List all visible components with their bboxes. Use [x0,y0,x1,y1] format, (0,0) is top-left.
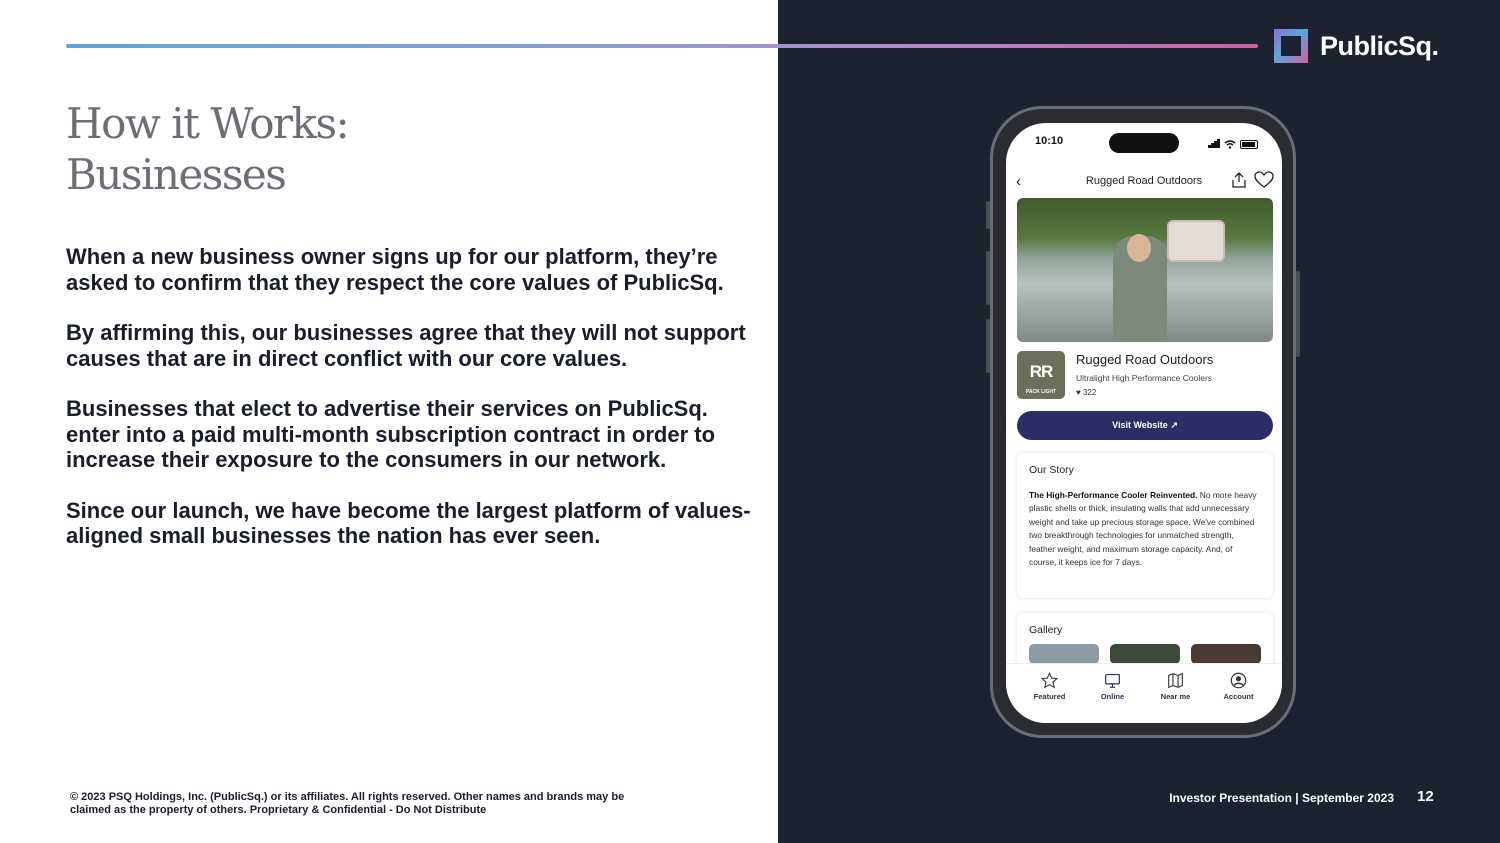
our-story-body: No more heavy plastic shells or thick, insulating walls that add unnecessary weight and take up precious storage space. We've combined two breakthrough technologies for unmatched strength, feather weight, and maximum storage capacity. And, of course, it keeps ice for 7 days. [1029,490,1257,568]
likes-count: 322 [1082,388,1097,397]
tab-label: Online [1100,692,1125,701]
our-story-text [1029,489,1261,569]
slide-title [66,98,348,200]
gallery-title: Gallery [1029,624,1063,636]
our-story-card [1017,453,1273,598]
title-line-2: Businesses [66,150,286,199]
visit-website-label: Visit Website [1112,420,1168,430]
footer-presentation-label: Investor Presentation | September 2023 [1169,791,1394,805]
battery-icon [1240,140,1258,149]
business-logo-text: RR [1029,362,1053,381]
hero-photo [1017,198,1273,342]
our-story-lead: The High-Performance Cooler Reinvented. [1029,490,1198,500]
tab-account[interactable] [1211,672,1267,723]
publicsq-logo [1274,29,1439,63]
gallery-thumbnail[interactable] [1191,644,1261,664]
business-name: Rugged Road Outdoors [1076,352,1214,367]
status-icons [1208,135,1258,153]
business-logo [1017,351,1065,399]
favorite-heart-icon[interactable] [1254,171,1274,189]
tab-near-me[interactable] [1148,672,1204,723]
bottom-tab-bar [1006,663,1282,723]
nav-title: Rugged Road Outdoors [1085,175,1203,187]
share-icon[interactable] [1230,171,1248,189]
hero-cooler-shape [1167,220,1225,262]
tab-online[interactable] [1085,672,1141,723]
paragraph-advertising: Businesses that elect to advertise their services on PublicSq. enter into a paid multi-month subscription contract in order to increase their exposure to the consumers in our network. [66,396,716,472]
app-nav-bar [1006,171,1282,193]
phone-action-button [986,201,990,229]
paragraph-affirmation: By affirming this, our businesses agree that they will not support causes that are in direct conflict with our core values. [66,320,746,371]
footer-legal: © 2023 PSQ Holdings, Inc. (PublicSq.) or its affiliates. All rights reserved. Other names and brands may be claimed as the property of others. Proprietary & Confidential - Do Not Distribute [70,791,625,816]
our-story-title: Our Story [1029,464,1074,476]
page-number: 12 [1417,788,1434,805]
external-link-icon: ↗ [1170,420,1178,430]
gallery-thumbnails [1029,644,1261,664]
monitor-icon [1104,672,1121,689]
phone-volume-up [986,251,990,305]
phone-power-button [1296,271,1300,357]
paragraph-signup: When a new business owner signs up for our platform, they’re asked to confirm that they respect the core values of PublicSq. [66,244,724,295]
wifi-icon [1224,140,1236,149]
account-icon [1230,672,1247,689]
title-line-1: How it Works: [66,99,349,148]
back-chevron-icon[interactable]: ‹ [1016,173,1021,190]
dynamic-island [1109,133,1179,153]
likes-heart-icon: ♥ [1076,388,1081,397]
phone-mockup [990,106,1296,738]
tab-label: Account [1223,692,1254,701]
logo-wordmark: PublicSq. [1320,30,1439,61]
hero-head-shape [1127,234,1151,262]
business-tagline: Ultralight High Performance Coolers [1076,373,1213,383]
tab-featured[interactable] [1022,672,1078,723]
business-logo-subtext: PACK LIGHT [1025,389,1057,395]
signal-icon [1208,135,1220,153]
status-time: 10:10 [1035,135,1064,147]
tab-label: Near me [1160,692,1191,701]
phone-screen [1006,123,1282,723]
header-gradient-rule [66,44,1258,48]
star-icon [1041,672,1058,689]
logo-square-icon [1274,29,1308,63]
gallery-thumbnail[interactable] [1029,644,1099,664]
gallery-thumbnail[interactable] [1110,644,1180,664]
phone-volume-down [986,319,990,373]
visit-website-button[interactable] [1017,411,1273,440]
business-likes [1076,388,1096,397]
body-copy [66,244,756,574]
paragraph-launch: Since our launch, we have become the largest platform of values-aligned small businesses the nation has ever seen. [66,497,751,548]
map-icon [1167,672,1184,689]
tab-label: Featured [1033,692,1066,701]
